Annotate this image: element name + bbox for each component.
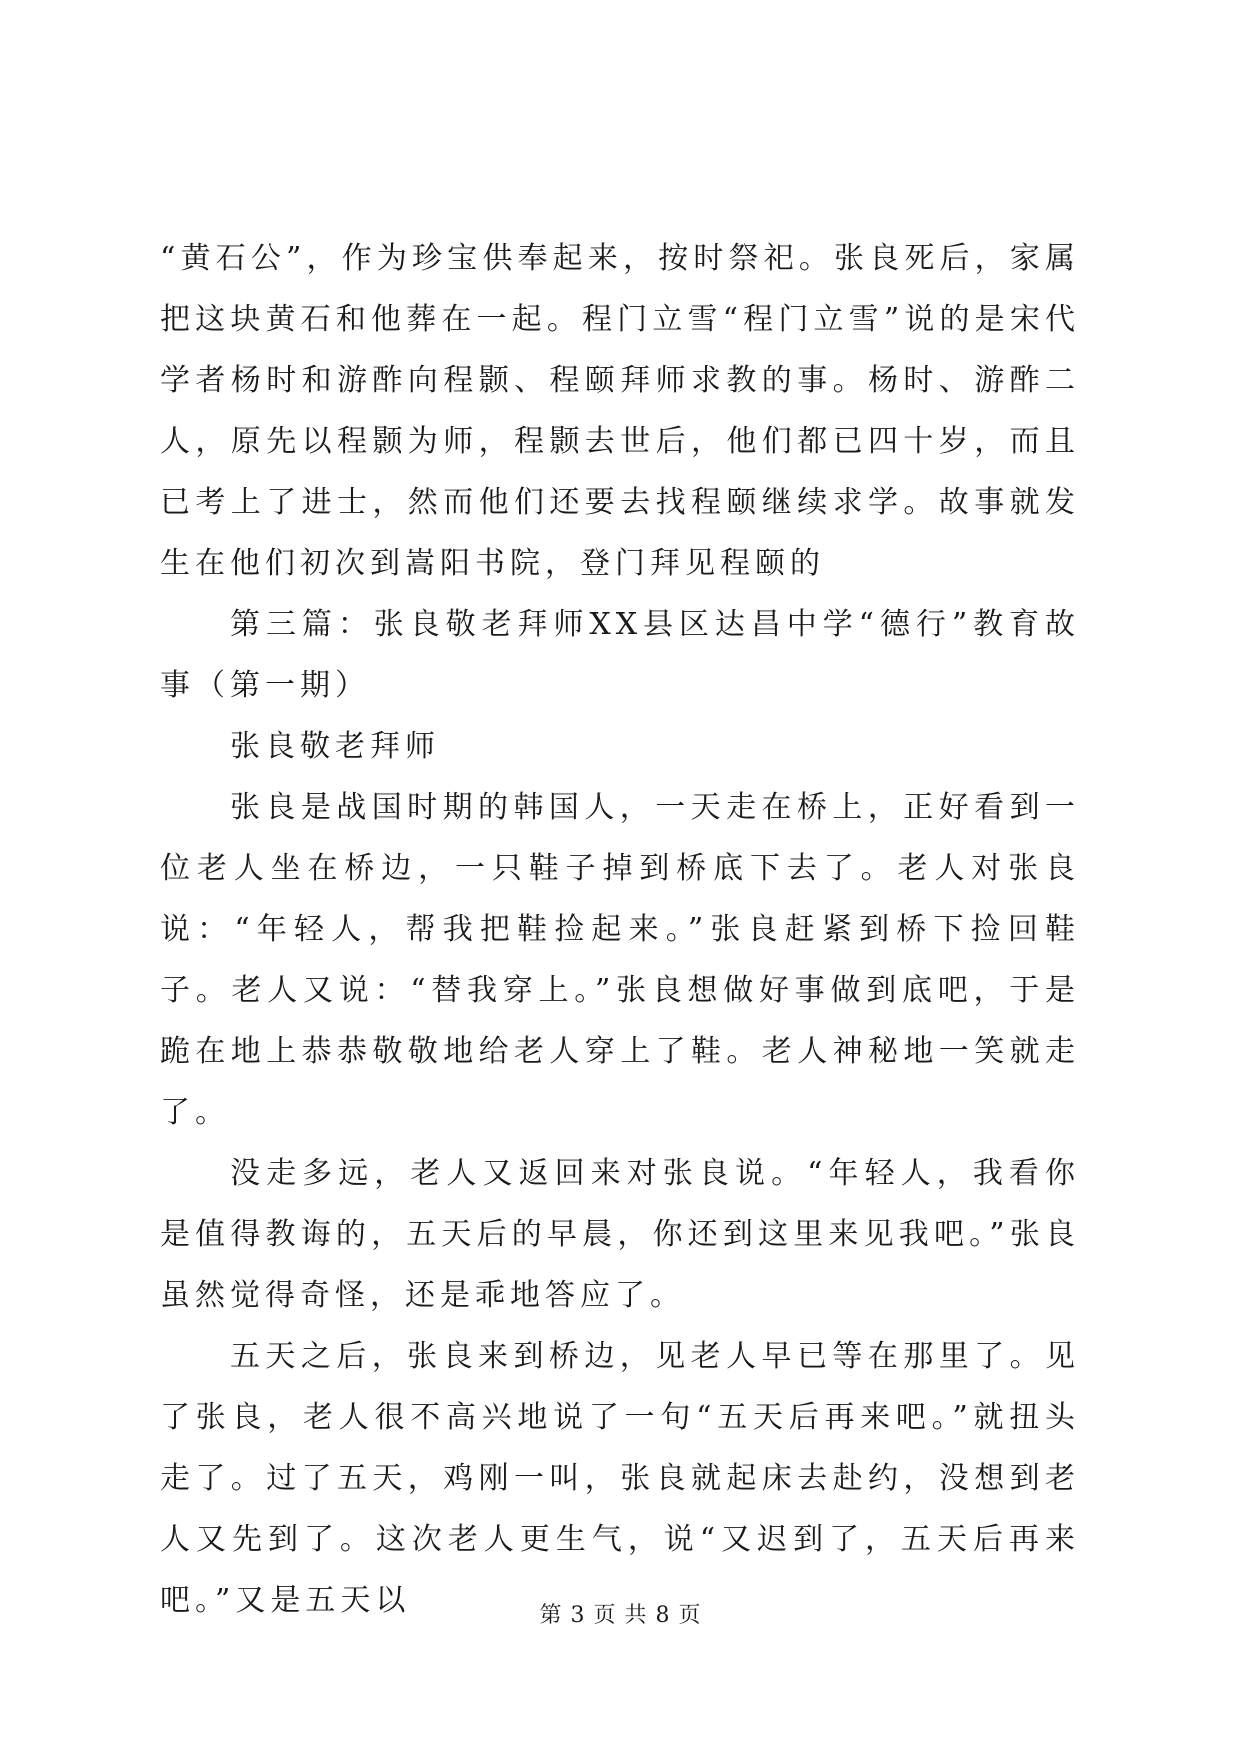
paragraph: 张良是战国时期的韩国人，一天走在桥上，正好看到一位老人坐在桥边，一只鞋子掉到桥底下去了。老人对张良说：“年轻人，帮我把鞋捡起来。”张良赶紧到桥下捡回鞋子。老人又说：“替我穿上。”张良想做好事做到底吧，于是跪在地上恭恭敬敬地给老人穿上了鞋。老人神秘地一笑就走了。 <box>160 790 1080 1130</box>
paragraph: 五天之后，张良来到桥边，见老人早已等在那里了。见了张良，老人很不高兴地说了一句“五天后再来吧。”就扭头走了。过了五天，鸡刚一叫，张良就起床去赴约，没想到老人又先到了。这次老人更生气，说“又迟到了，五天后再来吧。”又是五天以 <box>160 1339 1080 1618</box>
section-title: 第三篇：张良敬老拜师XX县区达昌中学“德行”教育故事（第一期） <box>160 607 1080 703</box>
story-title: 张良敬老拜师 <box>230 729 440 764</box>
paragraph: 没走多远，老人又返回来对张良说。“年轻人，我看你是值得教诲的，五天后的早晨，你还到这里来见我吧。”张良虽然觉得奇怪，还是乖地答应了。 <box>160 1156 1080 1313</box>
page-number-footer: 第 3 页 共 8 页 <box>539 1603 702 1628</box>
document-body <box>160 228 1080 1631</box>
paragraph-continuation: “黄石公”，作为珍宝供奉起来，按时祭祀。张良死后，家属把这块黄石和他葬在一起。程门立雪“程门立雪”说的是宋代学者杨时和游酢向程颢、程颐拜师求教的事。杨时、游酢二人，原先以程颢为师，程颢去世后，他们都已四十岁，而且已考上了进士，然而他们还要去找程颐继续求学。故事就发生在他们初次到嵩阳书院，登门拜见程颐的 <box>160 241 1080 581</box>
